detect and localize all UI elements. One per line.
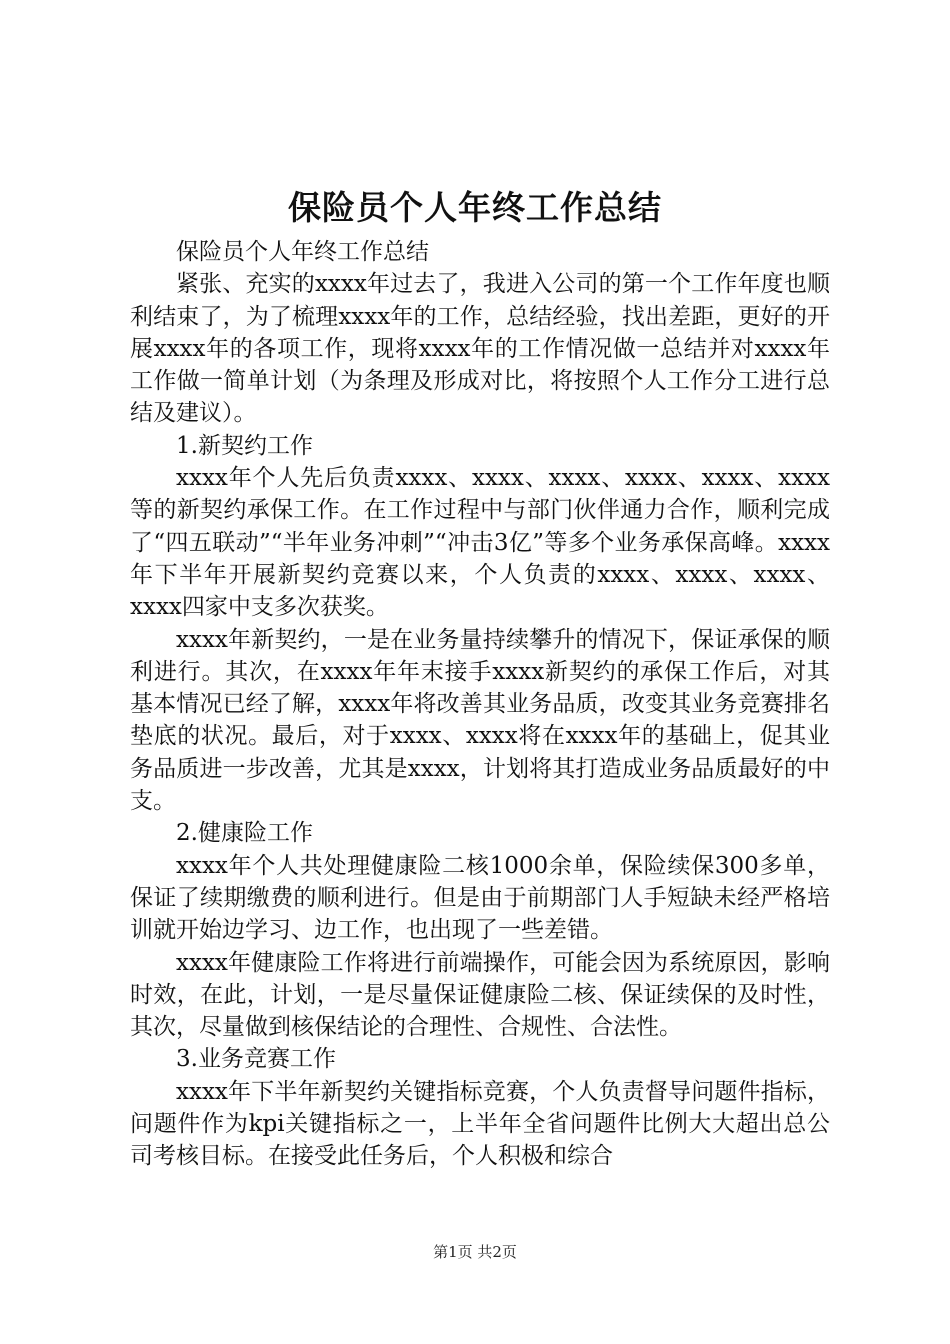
document-body bbox=[130, 236, 830, 1173]
paragraph-competition-1: xxxx年下半年新契约关键指标竞赛，个人负责督导问题件指标，问题件作为kpi关键指标之一，上半年全省问题件比例大大超出总公司考核目标。在接受此任务后，个人积极和综合 bbox=[130, 1078, 830, 1170]
section-heading-competition: 3.业务竞赛工作 bbox=[176, 1046, 336, 1073]
document-title: 保险员个人年终工作总结 bbox=[288, 188, 662, 227]
section-heading-health: 2.健康险工作 bbox=[176, 820, 313, 847]
paragraph-intro: 紧张、充实的xxxx年过去了，我进入公司的第一个工作年度也顺利结束了，为了梳理xxxx年的工作，总结经验，找出差距，更好的开展xxxx年的各项工作，现将xxxx年的工作情况做一总结并对xxxx年工作做一简单计划（为条理及形成对比，将按照个人工作分工进行总结及建议）。 bbox=[130, 271, 830, 427]
page-footer: 第1页 共2页 bbox=[433, 1243, 517, 1261]
paragraph-new-contract-2: xxxx年新契约，一是在业务量持续攀升的情况下，保证承保的顺利进行。其次，在xxxx年年末接手xxxx新契约的承保工作后，对其基本情况已经了解，xxxx年将改善其业务品质，改变其业务竞赛排名垫底的状况。最后，对于xxxx、xxxx将在xxxx年的基础上，促其业务品质进一步改善，尤其是xxxx，计划将其打造成业务品质最好的中支。 bbox=[130, 626, 830, 815]
section-heading-new-contract: 1.新契约工作 bbox=[176, 432, 313, 459]
paragraph-health-1: xxxx年个人共处理健康险二核1000余单，保险续保300多单，保证了续期缴费的顺利进行。但是由于前期部门人手短缺未经严格培训就开始边学习、边工作，也出现了一些差错。 bbox=[130, 852, 830, 944]
paragraph-new-contract-1: xxxx年个人先后负责xxxx、xxxx、xxxx、xxxx、xxxx、xxxx等的新契约承保工作。在工作过程中与部门伙伴通力合作，顺利完成了“四五联动”“半年业务冲刺”“冲击3亿”等多个业务承保高峰。xxxx年下半年开展新契约竞赛以来，个人负责的xxxx、xxxx、xxxx、xxxx四家中支多次获奖。 bbox=[130, 465, 830, 621]
paragraph-subtitle: 保险员个人年终工作总结 bbox=[176, 239, 429, 265]
paragraph-health-2: xxxx年健康险工作将进行前端操作，可能会因为系统原因，影响时效，在此，计划，一是尽量保证健康险二核、保证续保的及时性，其次，尽量做到核保结论的合理性、合规性、合法性。 bbox=[130, 949, 830, 1041]
